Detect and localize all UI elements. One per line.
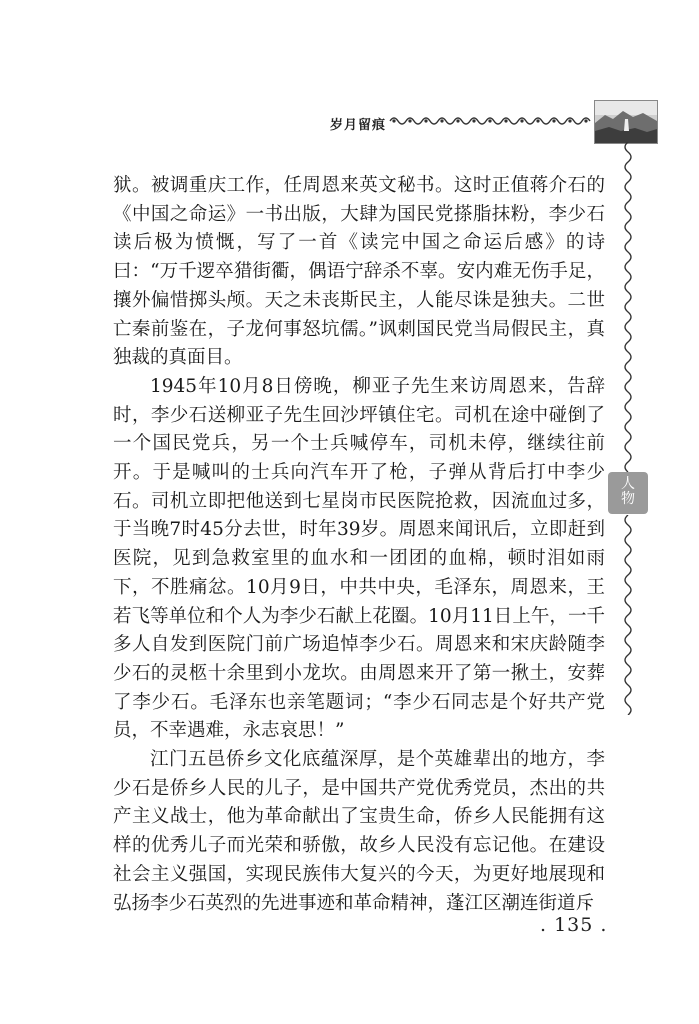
category-tab [608, 472, 648, 514]
page-number: . 135 . [540, 914, 608, 936]
category-tab-char-2: 物 [621, 491, 635, 507]
landscape-thumbnail [594, 100, 658, 144]
paragraph-3: 江门五邑侨乡文化底蕴深厚，是个英雄辈出的地方，李少石是侨乡人民的儿子，是中国共产党优秀党员，杰出的共产主义战士，他为革命献出了宝贵生命，侨乡人民能拥有这样的优秀儿子而光荣和骄傲，故乡人民没有忘记他。在建设社会主义强国，实现民族伟大复兴的今天，为更好地展现和弘扬李少石英烈的先进事迹和革命精神，蓬江区潮连街道斥 [113, 749, 605, 914]
article-body [113, 172, 605, 918]
vertical-ornament-icon [619, 142, 637, 476]
paragraph-2: 1945年10月8日傍晚，柳亚子先生来访周恩来，告辞时，李少石送柳亚子先生回沙坪镇住宅。司机在途中碰倒了一个国民党兵，另一个士兵喊停车，司机未停，继续往前开。于是喊叫的士兵向汽车开了枪，子弹从背后打中李少石。司机立即把他送到七星岗市民医院抢救，因流血过多，于当晚7时45分去世，时年39岁。周恩来闻讯后，立即赶到医院，见到急救室里的血水和一团团的血棉，顿时泪如雨下，不胜痛忿。10月9日，中共中央，毛泽东，周恩来，王若飞等单位和个人为李少石献上花圈。10月11日上午，一千多人自发到医院门前广场追悼李少石。周恩来和宋庆龄随李少石的灵柩十余里到小龙坎。由周恩来开了第一揪土，安葬了李少石。毛泽东也亲笔题词；“李少石同志是个好共产党员，不幸遇难，永志哀思！” [113, 375, 605, 742]
vertical-ornament-lower-icon [619, 515, 637, 715]
header-ornament-icon [388, 114, 594, 128]
category-tab-char-1: 人 [621, 476, 635, 492]
paragraph-1: 狱。被调重庆工作，任周恩来英文秘书。这时正值蒋介石的《中国之命运》一书出版，大肆为国民党搽脂抹粉，李少石读后极为愤慨，写了一首《读完中国之命运后感》的诗曰：“万千逻卒猎街衢，偶语宁辞杀不辜。安内难无伤手足，攘外偏惜掷头颅。天之未丧斯民主，人能尽诛是独夫。二世亡秦前鉴在，子龙何事怒坑儒。”讽刺国民党当局假民主，真独裁的真面目。 [113, 175, 605, 369]
section-title: 岁月留痕 [330, 118, 387, 133]
